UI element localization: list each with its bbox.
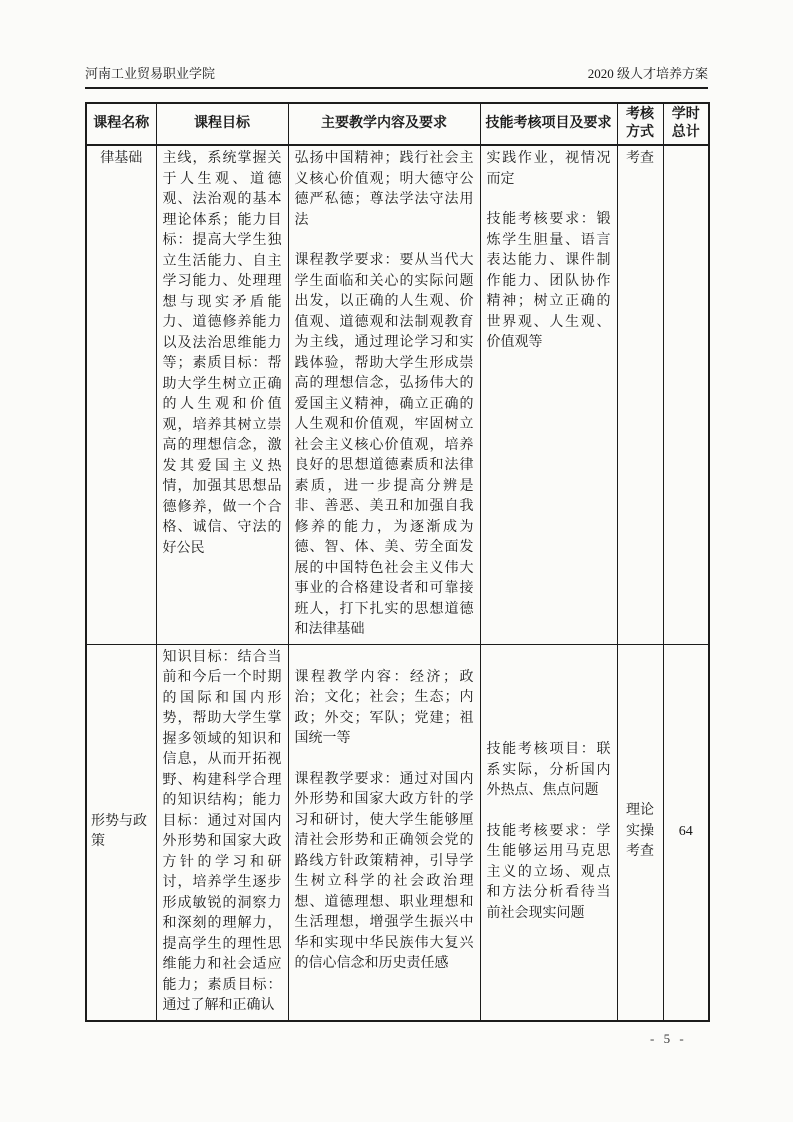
cell-teaching-content bbox=[288, 644, 480, 1021]
col-header-skill-assessment: 技能考核项目及要求 bbox=[480, 103, 617, 145]
col-header-assessment-method: 考核方式 bbox=[617, 103, 663, 145]
cell-course-name bbox=[86, 644, 156, 1021]
assessment-paragraph: 技能考核要求：锻炼学生胆量、语言表达能力、课件制作能力、团队协作精神；树立正确的世界观、人生观、价值观等 bbox=[486, 212, 611, 350]
col-header-total-hours: 学时总计 bbox=[663, 103, 709, 145]
table-header-row bbox=[86, 103, 709, 145]
cell-assessment-method bbox=[617, 644, 663, 1021]
paragraph-spacer bbox=[487, 190, 611, 210]
paragraph-spacer bbox=[295, 231, 474, 251]
cell-course-name bbox=[86, 145, 156, 644]
method-text-line: 理论 bbox=[626, 803, 654, 819]
header-school-name: 河南工业贸易职业学院 bbox=[85, 66, 216, 81]
col-header-teaching-content: 主要教学内容及要求 bbox=[288, 103, 480, 145]
paragraph-spacer bbox=[295, 750, 474, 770]
hours-text: 64 bbox=[678, 823, 693, 839]
course-name-text: 律基础 bbox=[100, 151, 143, 166]
objectives-text: 主线，系统掌握关于人生观、道德观、法治观的基本理论体系；能力目标：提高大学生独立生活能力、自主学习能力、处理理想与现实矛盾能力、道德修养能力以及法治思维能力等；素质目标：帮助大学生树立正确的人生观和价值观，培养其树立崇高的理想信念，激发其爱国主义热情，加强其思想品德修养，做一个合格、诚信、守法的好公民 bbox=[162, 151, 282, 556]
paragraph-spacer bbox=[487, 802, 611, 822]
paragraph-spacer bbox=[295, 648, 474, 668]
col-header-course-name: 课程名称 bbox=[86, 103, 156, 145]
course-name-text: 形势与政策 bbox=[91, 813, 147, 849]
assessment-paragraph: 技能考核项目：联系实际，分析国内外热点、焦点问题 bbox=[486, 742, 611, 798]
cell-course-objectives bbox=[156, 644, 288, 1021]
header-rule bbox=[85, 87, 708, 89]
method-text-line: 实操 bbox=[626, 823, 654, 839]
content-paragraph: 课程教学要求：通过对国内外形势和国家大政方针的学习和研讨，使大学生能够厘清社会形势和正确领会党的路线方针政策精神，引导学生树立科学的社会政治理想、道德理想、职业理想和生活理想，增强学生振兴中华和实现中华民族伟大复兴的信心信念和历史责任感 bbox=[294, 771, 474, 971]
cell-course-objectives bbox=[156, 145, 288, 644]
course-table bbox=[85, 102, 710, 1022]
objectives-text: 知识目标：结合当前和今后一个时期的国际和国内形势，帮助大学生掌握多领域的知识和信息，从而开拓视野、构建科学合理的知识结构；能力目标：通过对国内外形势和国家大政方针的学习和研讨，培养学生逐步形成敏锐的洞察力和深刻的理解力，提高学生的理性思维能力和社会适应能力；素质目标：通过了解和正确认 bbox=[162, 649, 282, 1013]
cell-total-hours bbox=[663, 145, 709, 644]
assessment-paragraph: 技能考核要求：学生能够运用马克思主义的立场、观点和方法分析看待当前社会现实问题 bbox=[486, 823, 611, 921]
header-plan-title: 2020 级人才培养方案 bbox=[587, 66, 708, 81]
method-text-line: 考查 bbox=[626, 844, 654, 860]
assessment-paragraph: 实践作业，视情况而定 bbox=[486, 151, 611, 187]
content-paragraph: 课程教学内容：经济；政治；文化；社会；生态；内政；外交；军队；党建；祖国统一等 bbox=[294, 669, 474, 746]
content-paragraph: 弘扬中国精神；践行社会主义核心价值观；明大德守公德严私德；尊法学法守法用法 bbox=[294, 151, 474, 228]
table-row-situation-policy bbox=[86, 644, 709, 1021]
page-number: - 5 - bbox=[650, 1031, 687, 1046]
content-paragraph: 课程教学要求：要从当代大学生面临和关心的实际问题出发，以正确的人生观、价值观、道德观和法制观教育为主线，通过理论学习和实践体验，帮助大学生形成崇高的理想信念，弘扬伟大的爱国主义精神，确立正确的人生观和价值观，牢固树立社会主义核心价值观，培养良好的思想道德素质和法律素质，进一步提高分辨是非、善恶、美丑和加强自我修养的能力，为逐渐成为德、智、体、美、劳全面发展的中国特色社会主义伟大事业的合格建设者和可靠接班人，打下扎实的思想道德和法律基础 bbox=[294, 253, 474, 637]
col-header-objectives: 课程目标 bbox=[156, 103, 288, 145]
cell-teaching-content bbox=[288, 145, 480, 644]
cell-assessment-method bbox=[617, 145, 663, 644]
cell-skill-assessment bbox=[480, 644, 617, 1021]
method-text: 考查 bbox=[626, 151, 654, 166]
cell-total-hours bbox=[663, 644, 709, 1021]
cell-skill-assessment bbox=[480, 145, 617, 644]
table-row-law-basics bbox=[86, 145, 709, 644]
page-header bbox=[85, 66, 708, 82]
